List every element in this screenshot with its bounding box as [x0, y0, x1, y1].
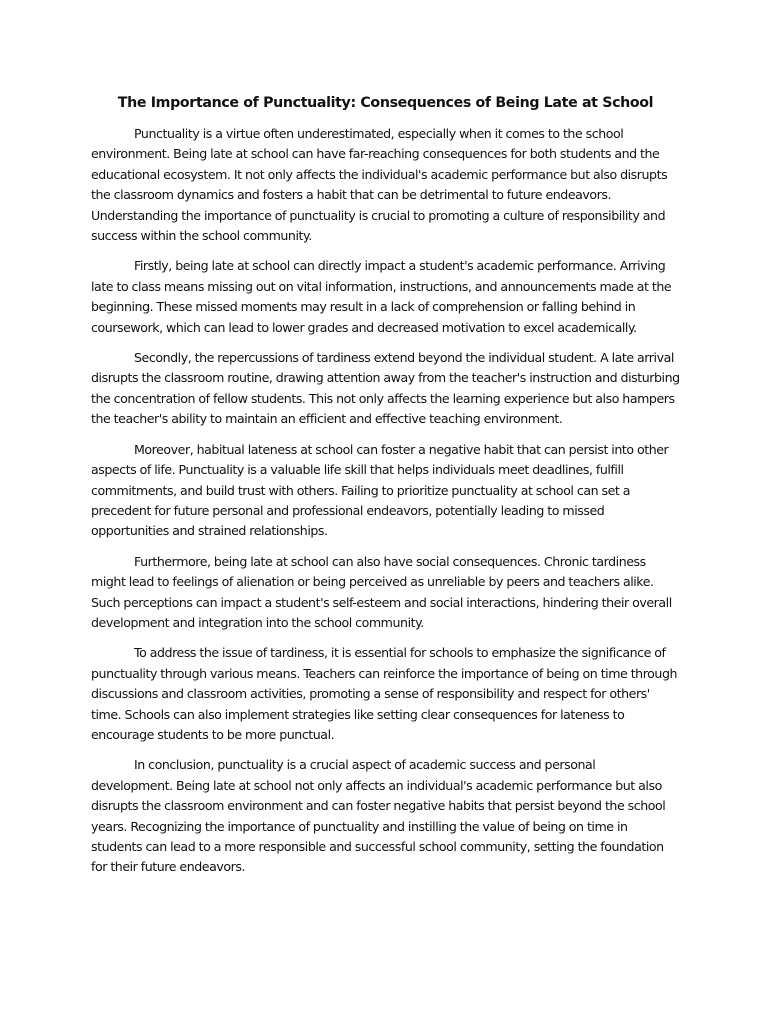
paragraph-intro: Punctuality is a virtue often underestimated, especially when it comes to the school environment. Being late at school can have far-reaching consequences for both students and the educational ecosystem. It not only affects the individual's academic performance but also disrupts the classroom dynamics and fosters a habit that can be detrimental to future endeavors. Understanding the importance of punctuality is crucial to promoting a culture of responsibility and success within the school community. [91, 126, 668, 244]
paragraph-address: To address the issue of tardiness, it is essential for schools to emphasize the significance of punctuality through various means. Teachers can reinforce the importance of being on time through discussions and classroom activities, promoting a sense of responsibility and respect for others' time. Schools can also implement strategies like setting clear consequences for lateness to encourage students to be more punctual. [91, 645, 678, 742]
paragraph-conclusion: In conclusion, punctuality is a crucial aspect of academic success and personal development. Being late at school not only affects an individual's academic performance but also disrupts the classroom environment and can foster negative habits that persist beyond the school years. Recognizing the importance of punctuality and instilling the value of being on time in students can lead to a more responsible and successful school community, setting the foundation for their future endeavors. [91, 757, 666, 875]
document-title: The Importance of Punctuality: Consequences of Being Late at School [117, 95, 654, 111]
paragraph-furthermore: Furthermore, being late at school can also have social consequences. Chronic tardiness might lead to feelings of alienation or being perceived as unreliable by peers and teachers alike. Such perceptions can impact a student's self-esteem and social interactions, hindering their overall development and integration into the school community. [91, 553, 672, 630]
paragraph-firstly: Firstly, being late at school can directly impact a student's academic performance. Arriving late to class means missing out on vital information, instructions, and announcements made at the beginning. These missed moments may result in a lack of comprehension or falling behind in coursework, which can lead to lower grades and decreased motivation to excel academically. [91, 258, 672, 335]
paragraph-secondly: Secondly, the repercussions of tardiness extend beyond the individual student. A late arrival disrupts the classroom routine, drawing attention away from the teacher's instruction and disturbing the concentration of fellow students. This not only affects the learning experience but also hampers the teacher's ability to maintain an efficient and effective teaching environment. [91, 350, 680, 427]
paragraph-moreover: Moreover, habitual lateness at school can foster a negative habit that can persist into other aspects of life. Punctuality is a valuable life skill that helps individuals meet deadlines, fulfill commitments, and build trust with others. Failing to prioritize punctuality at school can set a precedent for future personal and professional endeavors, potentially leading to missed opportunities and strained relationships. [91, 441, 669, 539]
